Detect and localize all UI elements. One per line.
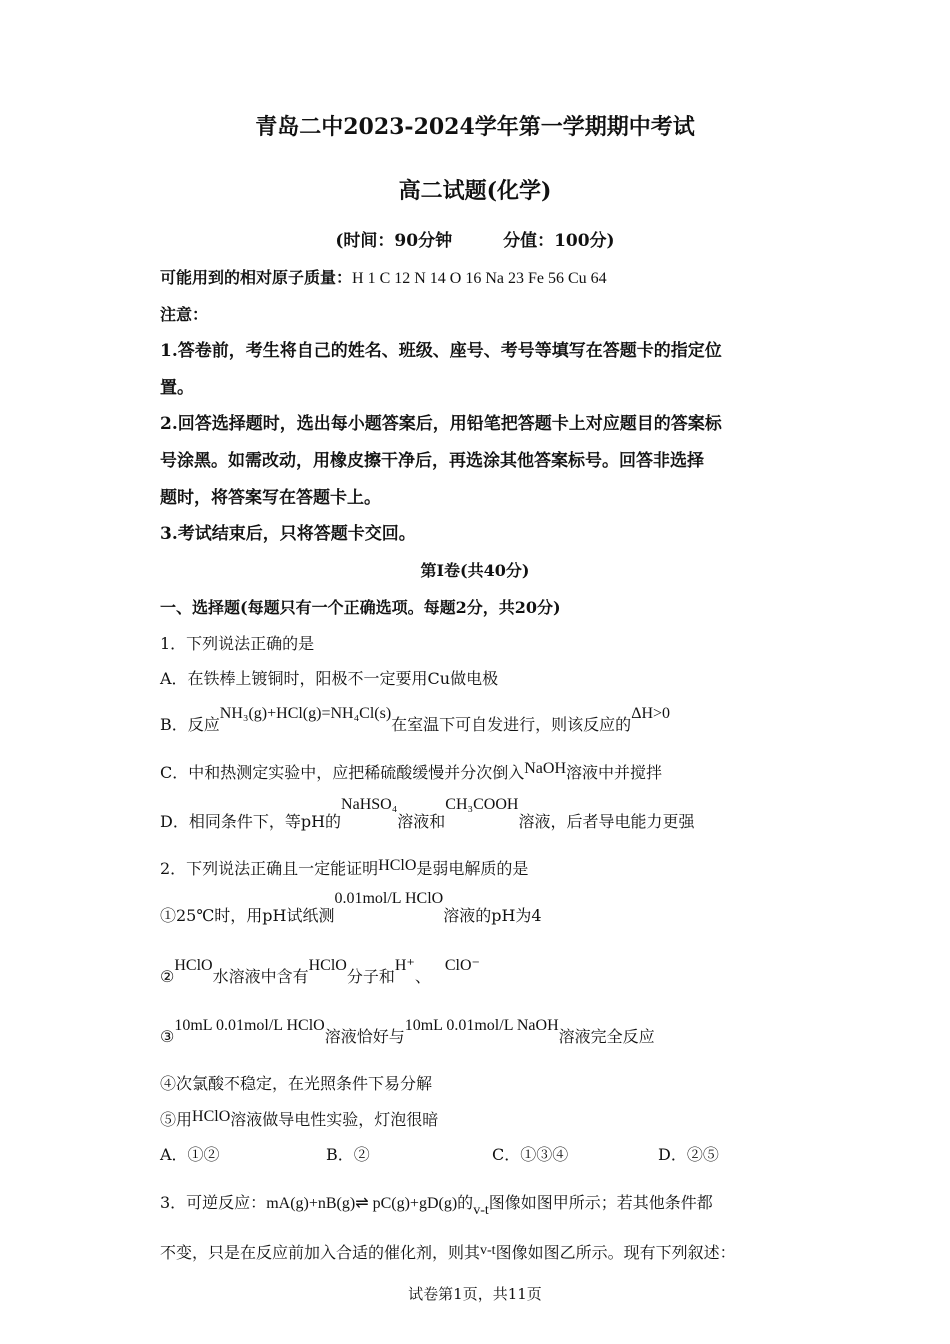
q2-stem-prefix: 2．下列说法正确且一定能证明: [160, 859, 379, 878]
q3-line2-prefix: 不变，只是在反应前加入合适的催化剂，则其: [160, 1243, 481, 1262]
q2-item-4: ④次氯酸不稳定，在光照条件下易分解: [160, 1074, 433, 1093]
q2-i2-middle-2: 分子和: [346, 967, 395, 986]
q3-line2-suffix: 图像如图乙所示。现有下列叙述：: [495, 1243, 736, 1262]
q1-option-d: [160, 796, 790, 834]
q1-option-a: A．在铁棒上镀铜时，阳极不一定要用Cu做电极: [160, 669, 499, 688]
q1-b-middle: 在室温下可自发进行，则该反应的: [391, 715, 632, 734]
q3-line2-vt: v-t: [480, 1243, 496, 1258]
q2-i1-formula: 0.01mol/L HClO: [334, 890, 444, 907]
q2-i3-suffix: 溶液完全反应: [558, 1027, 655, 1046]
q3-line-2: [160, 1242, 790, 1266]
q2-option-a: A．①②: [160, 1145, 220, 1164]
note-2-line-3: 题时，将答案写在答题卡上。: [160, 488, 381, 508]
q2-i3-prefix: ③: [160, 1027, 175, 1046]
note-3: 3.考试结束后，只将答题卡交回。: [160, 524, 416, 544]
q2-i2-formula-4: ClO⁻: [444, 957, 480, 974]
note-2-line-1: 2.回答选择题时，选出每小题答案后，用铅笔把答题卡上对应题目的答案标: [160, 414, 722, 434]
q1-d-middle: 溶液和: [397, 812, 446, 831]
q2-options: [160, 1144, 790, 1166]
note-1-line-1: 1.答卷前，考生将自己的姓名、班级、座号、考号等填写在答题卡的指定位: [160, 341, 722, 361]
note-2-line-2: 号涂黑。如需改动，用橡皮擦干净后，再选涂其他答案标号。回答非选择: [160, 451, 704, 471]
q1-d-prefix: D．相同条件下，等pH的: [160, 812, 342, 831]
q1-option-b: [160, 705, 790, 737]
exam-meta: (时间：90分钟 分值：100分): [335, 231, 615, 251]
q2-option-d: D．②⑤: [658, 1145, 719, 1164]
q2-i2-formula-2: HClO: [308, 957, 347, 974]
q3-line-1: [160, 1192, 790, 1216]
q2-i3-middle: 溶液恰好与: [324, 1027, 405, 1046]
q2-stem: [160, 858, 790, 881]
atomic-masses-label: 可能用到的相对原子质量：: [160, 268, 353, 287]
q1-c-suffix: 溶液中并搅拌: [566, 763, 663, 782]
q2-i2-formula-1: HClO: [174, 957, 213, 974]
atomic-masses: [160, 267, 790, 290]
q2-option-b: B．②: [326, 1145, 370, 1164]
part-1-heading: 一、选择题(每题只有一个正确选项。每题2分，共20分): [160, 598, 561, 617]
q1-b-enthalpy: ΔH>0: [631, 705, 671, 722]
page-footer: 试卷第1页，共11页: [408, 1285, 542, 1303]
q1-b-prefix: B．反应: [160, 715, 220, 734]
exam-subtitle: 高二试题(化学): [398, 178, 552, 204]
q2-i2-prefix: ②: [160, 967, 175, 986]
q2-stem-suffix: 是弱电解质的是: [416, 859, 529, 878]
q2-i2-formula-3: H⁺: [394, 957, 415, 974]
section-title: 第Ⅰ卷(共40分): [420, 561, 530, 580]
q3-vt: v-t: [473, 1203, 489, 1218]
q1-option-c: [160, 762, 790, 785]
q1-stem: 1．下列说法正确的是: [160, 634, 315, 653]
q1-c-formula: NaOH: [524, 760, 567, 777]
q1-d-formula-2: CH₃COOH: [445, 796, 519, 813]
q3-suffix: 图像如图甲所示；若其他条件都: [488, 1193, 713, 1212]
q2-i1-suffix: 溶液的pH为4: [443, 906, 542, 925]
q2-i5-formula: HClO: [192, 1108, 231, 1125]
q2-item-1: [160, 890, 790, 928]
q3-middle: 的: [457, 1193, 474, 1212]
q1-d-formula-1: NaHSO₄: [341, 796, 398, 813]
note-1-line-2: 置。: [160, 378, 194, 398]
q2-i5-prefix: ⑤用: [160, 1110, 193, 1129]
q2-i2-separator: 、: [414, 967, 431, 986]
notes-heading: 注意：: [160, 305, 209, 324]
q2-stem-formula: HClO: [378, 857, 417, 874]
q2-item-5: [160, 1109, 790, 1132]
q2-i5-suffix: 溶液做导电性实验，灯泡很暗: [230, 1110, 439, 1129]
q2-i1-prefix: ①25℃时，用pH试纸测: [160, 906, 335, 925]
q1-b-formula: NH₃(g)+HCl(g)=NH₄Cl(s): [219, 705, 392, 722]
q3-formula: mA(g)+nB(g)⇌ pC(g)+gD(g): [266, 1195, 458, 1212]
q1-d-suffix: 溶液，后者导电能力更强: [518, 812, 695, 831]
q2-i3-formula-1: 10mL 0.01mol/L HClO: [174, 1017, 325, 1034]
q2-item-3: [160, 1017, 790, 1049]
q2-i3-formula-2: 10mL 0.01mol/L NaOH: [404, 1017, 559, 1034]
q2-i2-middle-1: 水溶液中含有: [212, 967, 309, 986]
q2-option-c: C．①③④: [492, 1145, 569, 1164]
exam-title: 青岛二中2023-2024学年第一学期期中考试: [255, 114, 695, 140]
q1-c-prefix: C．中和热测定实验中，应把稀硫酸缓慢并分次倒入: [160, 763, 525, 782]
q3-prefix: 3．可逆反应：: [160, 1193, 267, 1212]
q2-item-2: [160, 957, 790, 989]
atomic-masses-values: H 1 C 12 N 14 O 16 Na 23 Fe 56 Cu 64: [352, 270, 607, 287]
